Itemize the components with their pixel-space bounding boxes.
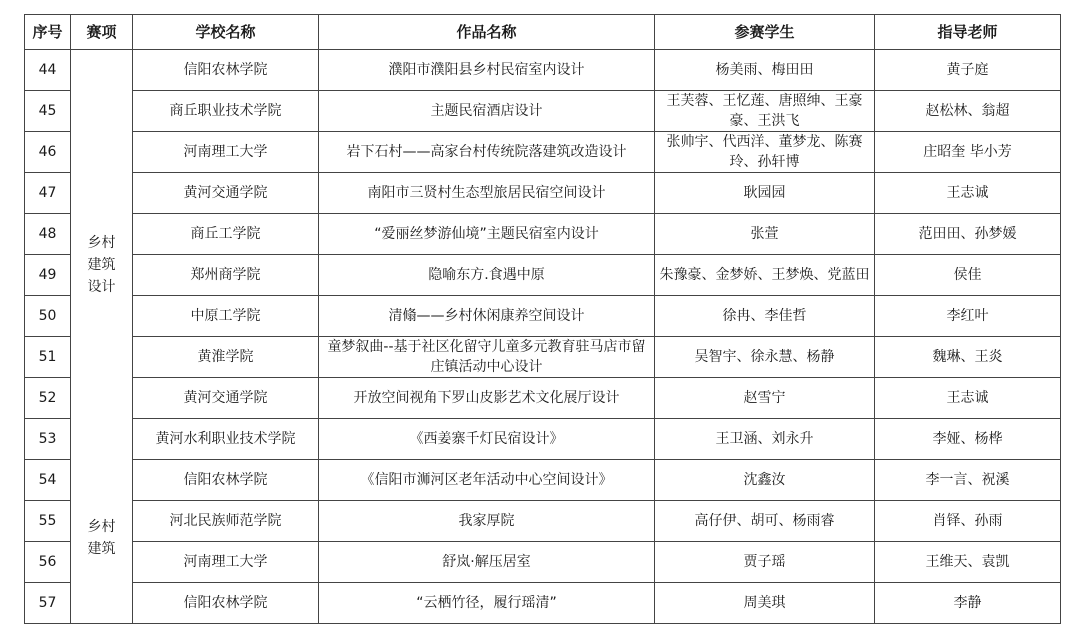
table-row <box>25 173 1061 214</box>
cell-school: 黄淮学院 <box>133 337 319 378</box>
category-cell <box>71 50 133 624</box>
header-work: 作品名称 <box>319 15 655 50</box>
cell-work: 《信阳市浉河区老年活动中心空间设计》 <box>319 460 655 501</box>
cell-school: 商丘工学院 <box>133 214 319 255</box>
cell-students: 张帅宇、代西洋、董梦龙、陈赛玲、孙轩博 <box>655 132 875 173</box>
table-row <box>25 296 1061 337</box>
cell-teacher: 赵松林、翁超 <box>875 91 1061 132</box>
cell-students: 沈鑫汝 <box>655 460 875 501</box>
cell-work: 濮阳市濮阳县乡村民宿室内设计 <box>319 50 655 91</box>
cell-work: 主题民宿酒店设计 <box>319 91 655 132</box>
cell-school: 信阳农林学院 <box>133 50 319 91</box>
cell-students: 王卫涵、刘永升 <box>655 419 875 460</box>
cell-work: 童梦叙曲--基于社区化留守儿童多元教育驻马店市留庄镇活动中心设计 <box>319 337 655 378</box>
cell-school: 河南理工大学 <box>133 542 319 583</box>
table-row <box>25 132 1061 173</box>
cell-work: 岩下石村——高家台村传统院落建筑改造设计 <box>319 132 655 173</box>
cell-teacher: 李红叶 <box>875 296 1061 337</box>
cell-teacher: 李娅、杨桦 <box>875 419 1061 460</box>
cell-no: 53 <box>25 419 71 460</box>
cell-no: 48 <box>25 214 71 255</box>
awards-table <box>24 14 1061 624</box>
cell-work: 《西姜寨千灯民宿设计》 <box>319 419 655 460</box>
cell-no: 47 <box>25 173 71 214</box>
cell-students: 赵雪宁 <box>655 378 875 419</box>
cell-teacher: 李一言、祝溪 <box>875 460 1061 501</box>
cell-students: 徐冉、李佳哲 <box>655 296 875 337</box>
cell-teacher: 王志诚 <box>875 173 1061 214</box>
table-row <box>25 214 1061 255</box>
table-row <box>25 419 1061 460</box>
table-body <box>25 50 1061 624</box>
cell-no: 51 <box>25 337 71 378</box>
cell-students: 周美琪 <box>655 583 875 624</box>
cell-students: 张萱 <box>655 214 875 255</box>
cell-no: 50 <box>25 296 71 337</box>
category-label-design: 乡村 建筑 设计 <box>87 234 116 295</box>
cell-school: 商丘职业技术学院 <box>133 91 319 132</box>
cell-school: 中原工学院 <box>133 296 319 337</box>
header-row <box>25 15 1061 50</box>
header-students: 参赛学生 <box>655 15 875 50</box>
table-row <box>25 583 1061 624</box>
cell-teacher: 黄子庭 <box>875 50 1061 91</box>
cell-teacher: 李静 <box>875 583 1061 624</box>
cell-school: 郑州商学院 <box>133 255 319 296</box>
table-row <box>25 501 1061 542</box>
table-row <box>25 337 1061 378</box>
cell-school: 黄河交通学院 <box>133 173 319 214</box>
cell-no: 44 <box>25 50 71 91</box>
header-category: 赛项 <box>71 15 133 50</box>
cell-work: 我家厚院 <box>319 501 655 542</box>
cell-teacher: 王志诚 <box>875 378 1061 419</box>
cell-work: 南阳市三贤村生态型旅居民宿空间设计 <box>319 173 655 214</box>
cell-no: 49 <box>25 255 71 296</box>
cell-work: 隐喻东方.食遇中原 <box>319 255 655 296</box>
cell-students: 王芙蓉、王忆莲、唐照绅、王豪豪、王洪飞 <box>655 91 875 132</box>
cell-students: 贾子瑶 <box>655 542 875 583</box>
cell-work: “爱丽丝梦游仙境”主题民宿室内设计 <box>319 214 655 255</box>
cell-school: 信阳农林学院 <box>133 460 319 501</box>
cell-work: 舒岚·解压居室 <box>319 542 655 583</box>
cell-school: 河南理工大学 <box>133 132 319 173</box>
cell-no: 57 <box>25 583 71 624</box>
table-row <box>25 50 1061 91</box>
header-no: 序号 <box>25 15 71 50</box>
cell-school: 信阳农林学院 <box>133 583 319 624</box>
cell-teacher: 侯佳 <box>875 255 1061 296</box>
cell-students: 杨美雨、梅田田 <box>655 50 875 91</box>
table-row <box>25 91 1061 132</box>
cell-school: 黄河水利职业技术学院 <box>133 419 319 460</box>
cell-no: 46 <box>25 132 71 173</box>
cell-no: 45 <box>25 91 71 132</box>
table-row <box>25 255 1061 296</box>
cell-teacher: 范田田、孙梦媛 <box>875 214 1061 255</box>
cell-school: 黄河交通学院 <box>133 378 319 419</box>
cell-teacher: 王维天、袁凯 <box>875 542 1061 583</box>
cell-teacher: 魏琳、王炎 <box>875 337 1061 378</box>
cell-no: 56 <box>25 542 71 583</box>
table-row <box>25 542 1061 583</box>
cell-students: 耿园园 <box>655 173 875 214</box>
cell-students: 朱豫豪、金梦娇、王梦焕、党蓝田 <box>655 255 875 296</box>
category-label-building: 乡村 建筑 <box>87 518 116 557</box>
header-school: 学校名称 <box>133 15 319 50</box>
cell-no: 52 <box>25 378 71 419</box>
cell-work: 清翛——乡村休闲康养空间设计 <box>319 296 655 337</box>
cell-no: 54 <box>25 460 71 501</box>
cell-students: 高仔伊、胡可、杨雨睿 <box>655 501 875 542</box>
cell-school: 河北民族师范学院 <box>133 501 319 542</box>
cell-work: 开放空间视角下罗山皮影艺术文化展厅设计 <box>319 378 655 419</box>
cell-teacher: 庄昭奎 毕小芳 <box>875 132 1061 173</box>
awards-table-container <box>24 14 1060 624</box>
cell-work: “云栖竹径，履行瑶清” <box>319 583 655 624</box>
cell-teacher: 肖铎、孙雨 <box>875 501 1061 542</box>
cell-no: 55 <box>25 501 71 542</box>
header-teacher: 指导老师 <box>875 15 1061 50</box>
cell-students: 吴智宇、徐永慧、杨静 <box>655 337 875 378</box>
table-row <box>25 460 1061 501</box>
table-row <box>25 378 1061 419</box>
